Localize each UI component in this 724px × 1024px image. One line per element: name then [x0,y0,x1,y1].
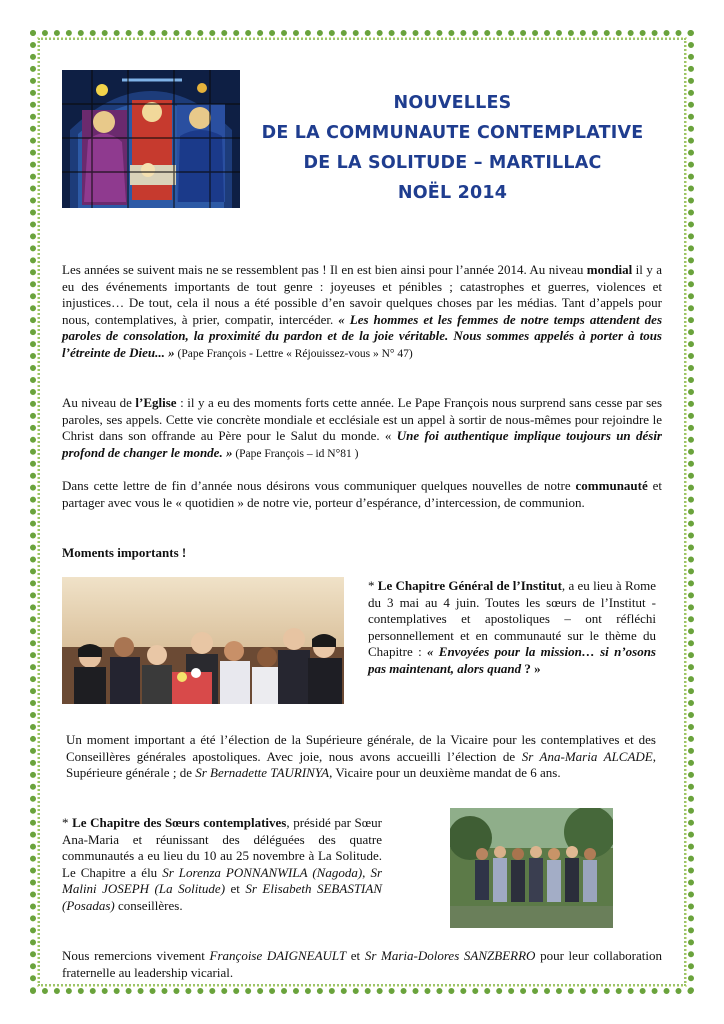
text: Vicaire pour un deuxième mandat de 6 ans. [332,765,561,781]
text: et [225,881,246,897]
text: et partager avec vous le « quotidien » de notre vie, porteur d’espérance, d’intercession, de communion. [62,478,662,510]
quote-source: (Pape François - Lettre « Réjouissez-vous » N° 47) [174,347,413,360]
name-italic: Sr Malini JOSEPH (La Solitude) [62,864,383,897]
page-title [245,88,660,208]
text: Dans cette lettre de fin d’année nous désirons vous communiquer quelques nouvelles de notre [62,478,576,493]
paragraph-community [62,478,662,511]
text: , Supérieure générale ; de [66,748,656,781]
group-photo-chapter [62,577,344,704]
text: : il y a eu des moments forts cette année. Le Pape François nous surprend sans cesse par ses paroles, ses appels. Cette vie concrète mondiale et ecclésiale est un appel à sortir de nous-mêmes pour rejoindre le Christ dans son offrande au Père pour le Salut du monde. « [62,395,662,444]
text: , présidé par Sœur Ana-Maria et réunissant des déléguées des quatre communautés a eu lieu du 10 au 25 novembre à La Solitude. Le Chapitre a élu [62,815,382,880]
quote: Une foi authentique implique toujours un désir profond de changer le monde. » [62,428,662,460]
name-italic: Françoise DAIGNEAULT [209,948,347,963]
text-bold: communauté [575,478,648,493]
text-bold: Le Chapitre Général de l’Institut [377,578,562,593]
name-italic: Sr Lorenza PONNANWILA (Nagoda) [162,864,363,880]
name-italic: Sr Bernadette TAURINYA, [195,765,333,781]
text: il y a eu des événements importants de tout genre : joyeuses et pénibles ; catastrophes et guerres, violences et injustices… De tout, cela il nous a été possible d’en savoir quelques choses par les médias. Tant d’appels pour nous, contemplatives, à prier, compatir, intercéder. [62,262,662,327]
paragraph-election [66,732,656,782]
text-bold: Le Chapitre des Sœurs contemplatives [72,815,287,830]
text: pour leur collaboration fraternelle au leadership vicarial. [62,948,663,980]
paragraph-contemplative-chapter [62,815,382,915]
text: * [62,815,73,830]
text: Au niveau de [62,395,136,410]
paragraph-general-chapter [368,578,656,678]
title-line-2: DE LA COMMUNAUTE CONTEMPLATIVE [261,123,644,143]
text: Un moment important a été l’élection de la Supérieure générale, de la Vicaire pour les contemplatives et des Conseillères générales apostoliques. Avec joie, nous avons accueilli l’élection de [66,732,656,764]
text: , [362,864,371,880]
quote: « Envoyées pour la mission… si n’osons pas maintenant, alors quand [368,644,656,676]
name-italic: Sr Maria-Dolores SANZBERRO [364,948,536,963]
title-line-4: NOËL 2014 [397,183,508,203]
text-bold: l’Eglise [135,395,177,410]
quote-source: (Pape François – id N°81 ) [232,447,359,460]
text: * [368,578,378,593]
group-photo-sisters-outdoors [450,808,613,928]
text: , a eu lieu à Rome du 3 mai au 4 juin. Toutes les sœurs de l’Institut - contemplatives et apostoliques – ont réfléchi personnellement et en communauté sur le thème du Chapitre : [368,578,656,660]
stained-glass-nativity-image [62,70,240,208]
text: conseillères. [114,897,183,913]
name-italic: Sr Elisabeth SEBASTIAN (Posadas) [62,881,382,913]
title-line-1: NOUVELLES [393,93,512,113]
paragraph-church [62,395,662,462]
paragraph-thanks [62,948,662,981]
quote: « Les hommes et les femmes de notre temps attendent des paroles de consolation, la proximité du pardon et de la joie véritable. Nous sommes appelés à porter à tous l’étreinte de Dieu... » [62,311,662,360]
text: Les années se suivent mais ne se ressemblent pas ! Il en est bien ainsi pour l’année 2014. Au niveau [62,262,587,277]
text-bold: mondial [586,262,633,277]
section-heading: Moments importants ! [62,545,187,560]
title-line-3: DE LA SOLITUDE – MARTILLAC [303,153,602,173]
text: et [346,948,365,963]
text: Nous remercions vivement [62,948,210,963]
paragraph-world [62,262,662,363]
name-italic: Sr Ana-Maria ALCADE [521,748,653,764]
text-bold: ? » [521,660,541,676]
